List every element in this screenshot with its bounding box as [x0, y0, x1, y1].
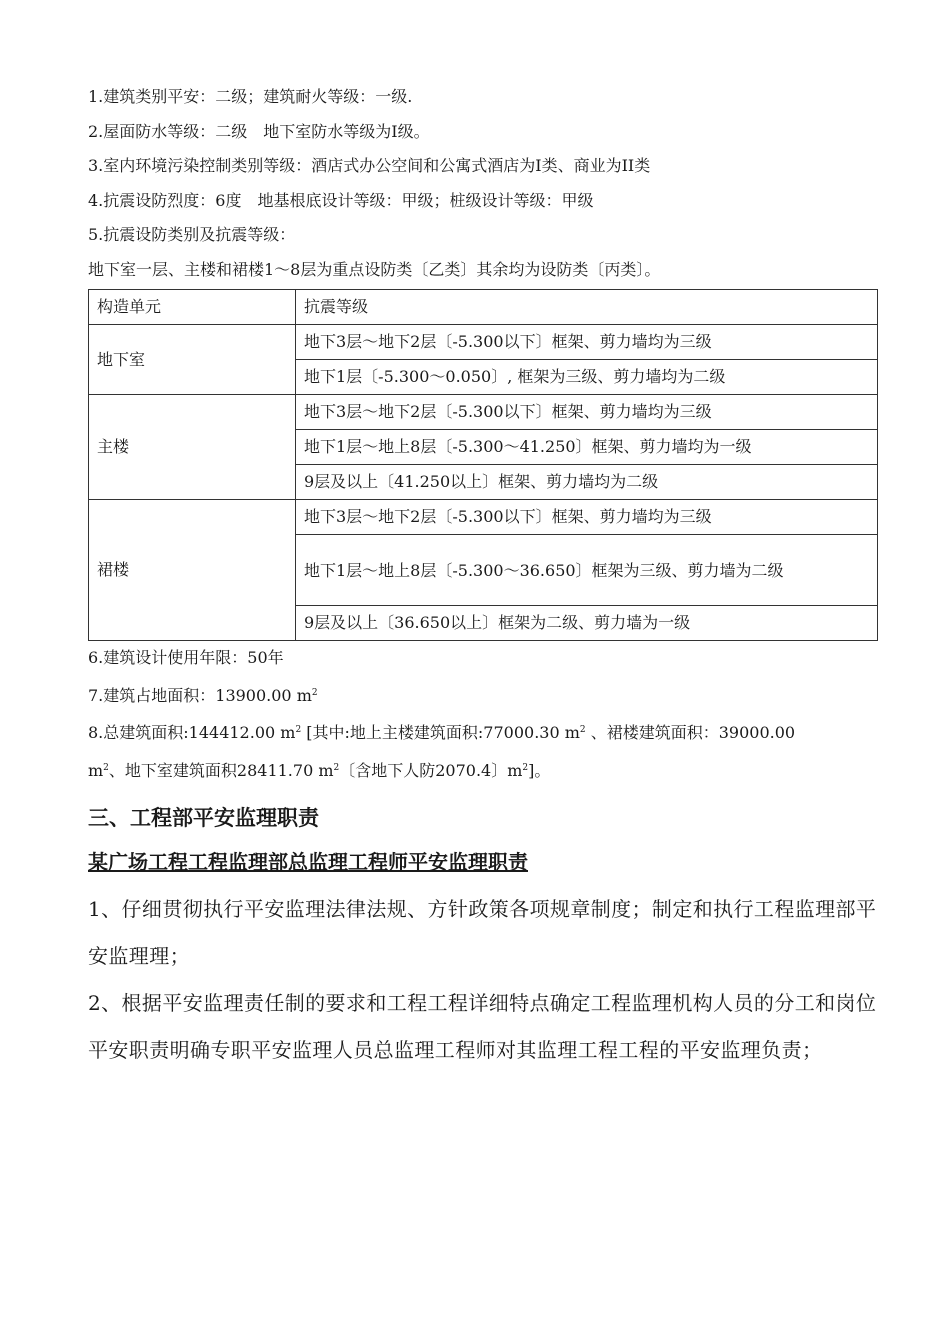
table-row [89, 325, 878, 360]
civil-defense-sup: 2 [522, 762, 529, 773]
table-row [89, 395, 878, 430]
item-total-area-cont [88, 751, 894, 789]
item-total-area [88, 713, 894, 751]
footprint-text: 7.建筑占地面积：13900.00 m [88, 685, 312, 705]
podium-area-text: 、裙楼建筑面积：39000.00 [590, 723, 796, 742]
table-header-unit: 构造单元 [89, 290, 296, 325]
item-pollution-control: 3.室内环境污染控制类别等级：酒店式办公空间和公寓式酒店为Ⅰ类、商业为ⅠI类 [88, 156, 651, 175]
total-area-sup: 2 [295, 725, 302, 735]
basement-area-sup: 2 [333, 762, 340, 773]
table-header-row [89, 290, 878, 325]
item-seismic-category: 5.抗震设防类别及抗震等级： [88, 225, 296, 244]
tower-area-sup: 2 [579, 725, 586, 735]
unit-podium: 裙楼 [89, 500, 296, 641]
grade-cell: 地下3层～地下2层〔-5.300以下〕框架、剪力墙均为三级 [296, 500, 878, 535]
document-page [88, 80, 894, 1074]
item-footprint-area [88, 676, 894, 714]
table-row [89, 500, 878, 535]
unit-basement: 地下室 [89, 325, 296, 395]
sub-heading: 某广场工程工程监理部总监理工程师平安监理职责 [88, 850, 528, 874]
unit-m-text: m [88, 760, 104, 780]
closing-text: ]。 [528, 760, 551, 780]
seismic-grade-table [88, 289, 878, 641]
item-seismic-note: 地下室一层、主楼和裙楼1～8层为重点设防类〔乙类〕其余均为设防类〔丙类〕。 [88, 259, 661, 279]
grade-cell: 地下1层～地上8层〔-5.300～36.650〕框架为三级、剪力墙为二级 [296, 535, 878, 606]
grade-cell: 9层及以上〔41.250以上〕框架、剪力墙均为二级 [296, 465, 878, 500]
grade-cell: 9层及以上〔36.650以上〕框架为二级、剪力墙为一级 [296, 606, 878, 641]
grade-cell: 地下1层〔-5.300～0.050〕, 框架为三级、剪力墙均为二级 [296, 360, 878, 395]
duty-paragraph-2: 2、根据平安监理责任制的要求和工程工程详细特点确定工程监理机构人员的分工和岗位平安职责明确专职平安监理人员总监理工程师对其监理工程工程的平安监理负责； [88, 991, 877, 1062]
duty-paragraph-1: 1、仔细贯彻执行平安监理法律法规、方针政策各项规章制度；制定和执行工程监理部平安监理理； [88, 897, 877, 968]
item-seismic-intensity: 4.抗震设防烈度：6度 地基根底设计等级：甲级；桩级设计等级：甲级 [88, 190, 594, 210]
item-service-life: 6.建筑设计使用年限：50年 [88, 648, 284, 667]
item-waterproof-grade: 2.屋面防水等级：二级 地下室防水等级为Ⅰ级。 [88, 121, 430, 141]
grade-cell: 地下3层～地下2层〔-5.300以下〕框架、剪力墙均为三级 [296, 325, 878, 360]
tower-area-text: [其中:地上主楼建筑面积:77000.30 m [306, 723, 580, 742]
footprint-unit-sup: 2 [311, 687, 318, 698]
grade-cell: 地下1层～地上8层〔-5.300～41.250〕框架、剪力墙均为一级 [296, 430, 878, 465]
section-heading: 三、工程部平安监理职责 [88, 806, 319, 830]
unit-m-sup: 2 [103, 762, 109, 773]
basement-area-text: 、地下室建筑面积28411.70 m [108, 760, 334, 780]
civil-defense-text: 〔含地下人防2070.4〕m [339, 760, 523, 780]
unit-main-tower: 主楼 [89, 395, 296, 500]
item-building-class: 1.建筑类别平安：二级；建筑耐火等级：一级. [88, 87, 413, 106]
table-header-grade: 抗震等级 [296, 290, 878, 325]
total-area-text: 8.总建筑面积:144412.00 m [88, 723, 296, 742]
grade-cell: 地下3层～地下2层〔-5.300以下〕框架、剪力墙均为三级 [296, 395, 878, 430]
